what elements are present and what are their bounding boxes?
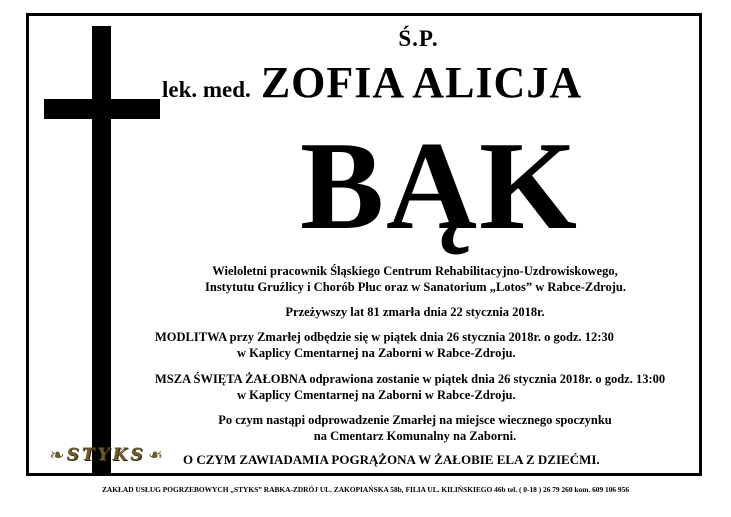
deceased-name-row — [162, 57, 582, 108]
sp-heading — [0, 26, 731, 52]
burial-line-2: na Cmentarz Komunalny na Zaborni. — [313, 429, 517, 443]
burial-line-1: Po czym nastąpi odprowadzenie Zmarłej na miejsce wiecznego spoczynku — [218, 413, 612, 427]
bio-block — [205, 263, 625, 295]
surname: BĄK — [300, 117, 580, 256]
mass-line-1: MSZA ŚWIĘTA ŻAŁOBNA odprawiona zostanie w piątek dnia 26 stycznia 2018r. o godz. 13:00 — [155, 372, 666, 386]
styks-logo-text: STYKS — [66, 445, 146, 465]
sp-text: Ś.P. — [398, 26, 439, 51]
swirl-left-icon: ❧ — [49, 445, 65, 465]
mass-block — [155, 371, 665, 403]
age-death-text: Przeżywszy lat 81 zmarła dnia 22 stycznia 2018r. — [285, 305, 545, 319]
funeral-home-footer: ZAKŁAD USŁUG POGRZEBOWYCH „STYKS” RABKA-ZDRÓJ UL. ZAKOPIAŃSKA 58b, FILIA UL. KILIŃSKIEGO 46b tel. ( 0-18 ) 26 79 260 kom. 609 106 956 — [101, 485, 630, 494]
bio-line-1: Wieloletni pracownik Śląskiego Centrum Rehabilitacyjno-Uzdrowiskowego, — [212, 264, 618, 278]
swirl-right-icon: ❧ — [147, 445, 163, 465]
prayer-line-2: w Kaplicy Cmentarnej na Zaborni w Rabce-Zdroju. — [237, 346, 516, 360]
mass-line-2: w Kaplicy Cmentarnej na Zaborni w Rabce-Zdroju. — [237, 388, 516, 402]
prayer-line-1: MODLITWA przy Zmarłej odbędzie się w piątek dnia 26 stycznia 2018r. o godz. 12:30 — [155, 330, 614, 344]
styks-logo — [40, 443, 172, 467]
prayer-block — [155, 329, 614, 361]
academic-title: lek. med. — [162, 77, 251, 102]
first-names: ZOFIA ALICJA — [260, 58, 583, 107]
closing-text: O CZYM ZAWIADAMIA POGRĄŻONA W ŻAŁOBIE ELA Z DZIEĆMI. — [183, 452, 600, 467]
cross-icon — [92, 26, 111, 474]
cross-icon-bar — [44, 99, 160, 119]
burial-block — [205, 412, 625, 444]
bio-line-2: Instytutu Gruźlicy i Chorób Płuc oraz w Sanatorium „Lotos” w Rabce-Zdroju. — [205, 280, 626, 294]
